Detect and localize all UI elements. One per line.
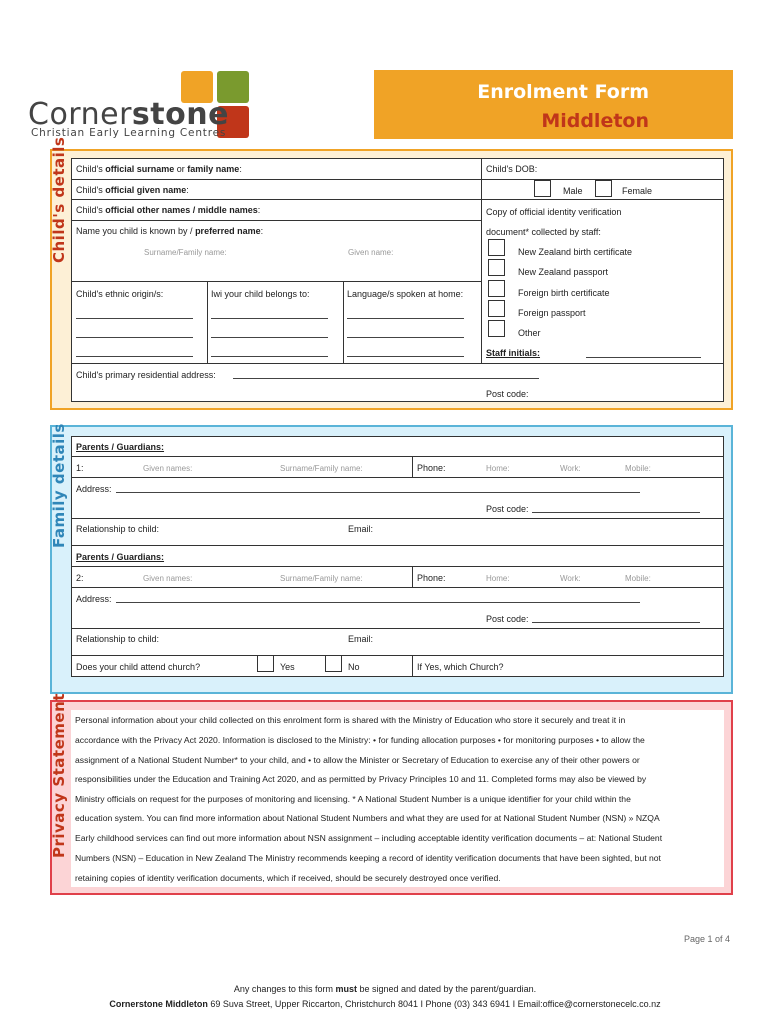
nz-birth-cert-label: New Zealand birth certificate [518, 247, 633, 257]
nz-birth-cert-checkbox[interactable] [488, 239, 505, 256]
header-banner [374, 70, 733, 139]
iwi-line-3[interactable] [211, 356, 328, 357]
ethnic-line-3[interactable] [76, 356, 193, 357]
parent2-surname-hint: Surname/Family name: [280, 574, 363, 583]
church-question-label: Does your child attend church? [76, 662, 201, 672]
id-verification-label-1: Copy of official identity verification [486, 207, 622, 217]
parent1-address-label: Address: [76, 484, 112, 494]
privacy-line: responsibilities under the Education and Training Act 2020, and as permitted by Privacy Principles 10 and 11. Completed forms may also be viewed by [75, 774, 647, 784]
male-checkbox[interactable] [534, 180, 551, 197]
form-title: Enrolment Form [477, 81, 649, 103]
parent2-phone-label: Phone: [417, 573, 446, 583]
privacy-line: retaining copies of identity verification documents, which if received, should be securely destroyed once verified. [75, 873, 501, 883]
privacy-line: accordance with the Privacy Act 2020. Information is disclosed to the Ministry: • for funding allocation purposes • for monitoring purposes • to allow the [75, 735, 645, 745]
parent2-work-hint: Work: [560, 574, 581, 583]
nz-passport-label: New Zealand passport [518, 267, 609, 277]
parents-title-2: Parents / Guardians: [76, 552, 165, 562]
parent1-home-hint: Home: [486, 464, 510, 473]
other-names-label: Child's official other names / middle names: [76, 205, 261, 215]
family-details-label: Family details [50, 423, 68, 548]
other-id-label: Other [518, 328, 541, 338]
church-no-checkbox[interactable] [325, 655, 342, 672]
residential-address-line[interactable] [233, 378, 539, 379]
logo-wordmark: Cornerstone [28, 97, 229, 132]
ethnic-line-2[interactable] [76, 337, 193, 338]
privacy-line: Early childhood services can find out more information about NSN assignment – including acceptable identity verification documents – at: National Student [75, 833, 663, 843]
privacy-line: education system. You can find more information about National Student Numbers and what they are used for at National Student Number (NSN) » NZQA [75, 813, 660, 823]
preferred-surname-hint: Surname/Family name: [144, 248, 227, 257]
church-yes-label: Yes [280, 662, 295, 672]
privacy-line: Numbers (NSN) – Education in New Zealand The Ministry recommends keeping a record of identity verification documents that have been sighted, but not [75, 853, 661, 863]
language-line-1[interactable] [347, 318, 464, 319]
preferred-name-label: Name you child is known by / preferred name: [76, 226, 264, 236]
parent1-work-hint: Work: [560, 464, 581, 473]
official-surname-label: Child's official surname or family name: [76, 164, 242, 174]
parent1-mobile-hint: Mobile: [625, 464, 651, 473]
other-id-checkbox[interactable] [488, 320, 505, 337]
parent1-email-label: Email: [348, 524, 374, 534]
foreign-passport-checkbox[interactable] [488, 300, 505, 317]
privacy-line: Ministry officials on request for the purposes of monitoring and licensing. * A National Student Number is a unique identifier for your child within the [75, 794, 631, 804]
parent1-number: 1: [76, 463, 84, 473]
parent1-postcode-line[interactable] [532, 512, 700, 513]
page-number: Page 1 of 4 [684, 934, 731, 944]
dob-label: Child's DOB: [486, 164, 538, 174]
parent1-address-line[interactable] [116, 492, 640, 493]
parent1-phone-label: Phone: [417, 463, 446, 473]
female-checkbox[interactable] [595, 180, 612, 197]
ethnic-line-1[interactable] [76, 318, 193, 319]
foreign-birth-cert-checkbox[interactable] [488, 280, 505, 297]
parent2-address-label: Address: [76, 594, 112, 604]
parents-title-1: Parents / Guardians: [76, 442, 165, 452]
child-postcode-label: Post code: [486, 389, 529, 399]
language-line-3[interactable] [347, 356, 464, 357]
logo-subtitle: Christian Early Learning Centres [31, 127, 227, 139]
privacy-label: Privacy Statement [50, 693, 68, 858]
parent2-postcode-label: Post code: [486, 614, 529, 624]
parent2-mobile-hint: Mobile: [625, 574, 651, 583]
official-given-name-label: Child's official given name: [76, 185, 189, 195]
child-details-label: Child's details [50, 136, 68, 263]
parent2-postcode-line[interactable] [532, 622, 700, 623]
church-no-label: No [348, 662, 360, 672]
parent1-given-hint: Given names: [143, 464, 193, 473]
privacy-line: assignment of a National Student Number* to your child, and • to allow the Minister or Secretary of Education to exercise any of their other powers or [75, 755, 640, 765]
footer-note: Any changes to this form must be signed and dated by the parent/guardian. [233, 984, 537, 994]
parent1-surname-hint: Surname/Family name: [280, 464, 363, 473]
parent2-given-hint: Given names: [143, 574, 193, 583]
form-location: Middleton [541, 110, 649, 132]
male-label: Male [563, 186, 583, 196]
preferred-given-hint: Given name: [348, 248, 394, 257]
parent2-home-hint: Home: [486, 574, 510, 583]
female-label: Female [622, 186, 653, 196]
which-church-label: If Yes, which Church? [417, 662, 504, 672]
foreign-birth-cert-label: Foreign birth certificate [518, 288, 610, 298]
privacy-line: Personal information about your child collected on this enrolment form is shared with the Ministry of Education who store it securely and treat it in [75, 715, 626, 725]
parent2-number: 2: [76, 573, 84, 583]
nz-passport-checkbox[interactable] [488, 259, 505, 276]
footer-contact: Cornerstone Middleton 69 Suva Street, Upper Riccarton, Christchurch 8041 I Phone (03) 343 6941 I Email:office@cornerstonecelc.co.nz [109, 999, 661, 1009]
language-label: Language/s spoken at home: [347, 289, 464, 299]
parent2-address-line[interactable] [116, 602, 640, 603]
residential-address-label: Child's primary residential address: [76, 370, 216, 380]
language-line-2[interactable] [347, 337, 464, 338]
parent2-relationship-label: Relationship to child: [76, 634, 160, 644]
parent2-email-label: Email: [348, 634, 374, 644]
iwi-line-2[interactable] [211, 337, 328, 338]
staff-initials-line[interactable] [586, 357, 701, 358]
church-yes-checkbox[interactable] [257, 655, 274, 672]
staff-initials-label: Staff initials: [486, 348, 541, 358]
parent1-relationship-label: Relationship to child: [76, 524, 160, 534]
iwi-label: Iwi your child belongs to: [211, 289, 310, 299]
foreign-passport-label: Foreign passport [518, 308, 586, 318]
ethnic-origin-label: Child's ethnic origin/s: [76, 289, 164, 299]
parent1-postcode-label: Post code: [486, 504, 529, 514]
id-verification-label-2: document* collected by staff: [486, 227, 601, 237]
iwi-line-1[interactable] [211, 318, 328, 319]
